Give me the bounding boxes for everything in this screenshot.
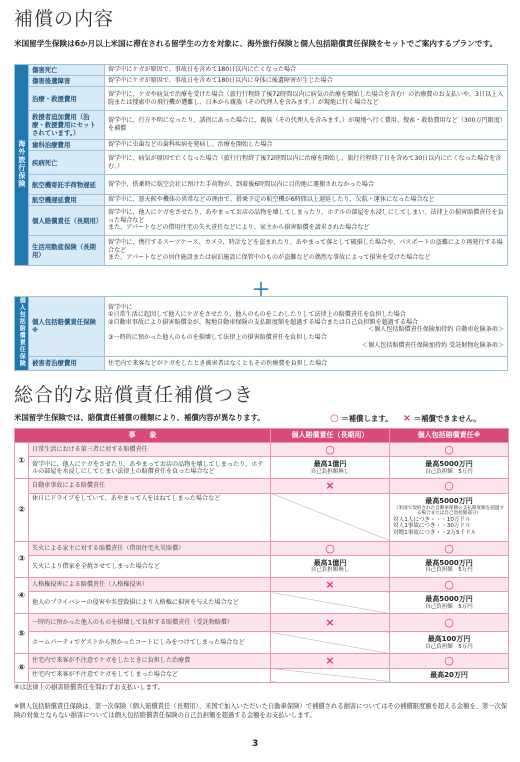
row-label: 生活用動産保険（長期用） [29, 236, 105, 266]
row-text: 留学中に、ケガや病気で治療を受けた場合（旅行行程終了後72時間以内に病気の治療を開始した場合を含む）の治療費のお支払いや、3日以上入院または捜索中の飛行機が遭難し、日本から親族（その代理人を含みます。）が現地に行く場合など [105, 87, 508, 111]
group-label-travel: 海外旅行保険 [15, 65, 29, 266]
row-text: 留学中に、病気が原因で亡くなった場合（旅行行程終了後72時間以内に治療を開始し、旅行行程終了日を含めて30日以内に亡くなった場合を含む。） [105, 151, 508, 175]
row-text: 留学中に、携行するスーツケース、カメラ、時計などを盗まれたり、あやまって落として破損した場合や、パスポートの盗難により再発行する場合など また、アパートなどの居住施設または宿泊施設に保管中のものが盗難などの偶然な事故によって損害を受けた場合など [105, 236, 508, 266]
section-title-liability: 総合的な賠償責任補償つき [14, 384, 255, 406]
event-detail: 休日にドライブをしていて、あやまって人をはねてしまった場合など [29, 493, 271, 541]
group-label-comprehensive: 個人包括賠償責任保険 [15, 297, 29, 371]
row-number: ② [15, 479, 29, 541]
not-applicable-cell [271, 493, 390, 541]
legend-covered: ＝補償します。 [341, 414, 393, 423]
footnote-comprehensive: ※個人包括賠償責任保険は、第一次保険（個人賠償責任（長期用）、米国で加入いただいた自動車保険）で補償される損害についてはその補償限度額を超える金額を、第一次保険の対象とならない損害については個人包括賠償責任保険の自己負担額を超過する金額をお支払いします。 [14, 703, 508, 719]
row-label: 疾病死亡 [29, 151, 105, 175]
event-detail: 留学中に、他人にケガをさせたり、あやまってお店の品物を壊してしまったり、ホテルの部屋を水浸しにしてしまい法律上の賠償責任を負った場合など [29, 457, 271, 479]
circle-icon: ○ [390, 654, 509, 668]
event-heading: 日常生活における第三者に対する賠償責任 [29, 443, 271, 457]
event-heading: 一時的に預かった他人のものを損壊して負担する賠償責任（受託物賠償） [29, 614, 271, 632]
text-line: 留学中に [108, 303, 133, 311]
row-number: ⑤ [15, 614, 29, 654]
row-text: 住宅内で来客などがケガをしたとき被害者はなくともその医療費を負担した場合 [105, 356, 508, 370]
row-label: 被害者治療費用 [29, 356, 105, 370]
limit-cell: 最高1億円 自己負担額無し [271, 457, 390, 479]
row-number: ④ [15, 577, 29, 613]
row-number: ① [15, 443, 29, 479]
row-label: 救援者追加費用（治療・救援費用にセットされています。） [29, 111, 105, 140]
not-applicable-cell [271, 632, 390, 654]
text-line: ①日常生活に起因して他人にケガをさせたり、他人のものをこわしたりして法律上の賠償責任を負担した場合 [108, 311, 406, 319]
header-comprehensive-liability: 個人包括賠償責任※ [390, 429, 509, 443]
row-label: 個人賠償責任（長期用） [29, 206, 105, 236]
plus-sign: ＋ [252, 280, 270, 301]
circle-icon: ○ [390, 541, 509, 555]
legend-not-covered: ＝補償できません。 [413, 414, 481, 423]
intro-text: 米国留学生保険は6か月以上米国に滞在される留学生の方を対象に、海外旅行保険と個人包括賠償責任保険をセットでご案内するプランです。 [14, 39, 498, 48]
cross-icon: × [271, 614, 390, 632]
circle-icon: ○ [390, 614, 509, 632]
row-label: 治療・救援費用 [29, 87, 105, 111]
header-event: 事 象 [15, 429, 271, 443]
text-line: ＜個人包括賠償責任保険加持約 受託財物危険条項＞ [361, 341, 504, 349]
event-detail: 他人のプライバシーの侵害や名誉毀損により人格権に損害を与えた場合など [29, 592, 271, 614]
liability-comparison-table [14, 428, 509, 683]
circle-icon: ○ [390, 479, 509, 493]
limit-cell: 最高5000万円 自己負担額 5万円 [390, 555, 509, 577]
event-detail: ホームパーティでゲストから預かったコートにしみをつけてしまった場合など [29, 632, 271, 654]
row-text: 留学中にケガが原因で、事故日を含めて180日以内に亡くなった場合 [105, 65, 508, 76]
text-line: ③一時的に預かった他人のものを損壊して法律上の損害賠償責任を負担した場合 [108, 334, 327, 342]
footnote-6: ⑥は法律上の損害賠償責任を問わずお支払いします。 [14, 684, 164, 691]
limit-cell: 最高5000万円 自己負担額 5万円 [390, 457, 509, 479]
row-label: 航空機寄託手荷物遅延 [29, 175, 105, 195]
cross-icon: × [271, 577, 390, 591]
event-heading: 自動車事故による賠償責任 [29, 479, 271, 493]
text-line: ＜個人包括賠償責任保険加持約 自動車危険条項＞ [368, 326, 504, 334]
row-text: 留学中にケガが原因で、事故日を含めて180日以内に身体に後遺障害が生じた場合 [105, 76, 508, 87]
row-label: 傷害死亡 [29, 65, 105, 76]
row-text: 留学中に虫歯などの歯科疾病を発病し、治療を開始した場合 [105, 140, 508, 151]
row-text: 留学中に、他人にケガをさせたり、あやまってお店の品物を壊してしまったり、ホテルの部屋を水浸しにしてしまい、法律上の損害賠償責任を負った場合など また、アパートなどの借用住宅の失火責任などにより、家主から損害賠償を請求された場合など [105, 206, 508, 236]
row-number: ⑥ [15, 654, 29, 682]
limit-cell: 最高5000万円 自己負担額 5万円 [390, 592, 509, 614]
not-applicable-cell [271, 592, 390, 614]
event-detail: 失火により借家を全焼させてしまった場合など [29, 555, 271, 577]
circle-icon: ○ [330, 413, 339, 424]
limit-cell: 最高1億円 自己負担額無し [271, 555, 390, 577]
event-heading: 失火による家主に対する賠償責任（借用住宅火災賠償） [29, 541, 271, 555]
row-label: 航空機遅延費用 [29, 195, 105, 206]
circle-icon: ○ [390, 443, 509, 457]
limit-cell: 最高20万円 [390, 668, 509, 682]
event-heading: 人格権侵害による賠償責任（人格権侵害） [29, 577, 271, 591]
page-number: 3 [252, 739, 259, 749]
row-label: 歯科治療費用 [29, 140, 105, 151]
header-personal-liability: 個人賠償責任（長期用） [271, 429, 390, 443]
text-line: ②自動車事故により損害賠償金が、現地自動車保険の支払限度額を超過する場合または自己負担額を超過する場合 [108, 318, 419, 326]
row-text: 留学中に、行方不明になったり、誘拐にあった場合に、親族（その代理人を含みます。）が現地へ行く費用、捜索・救助費用など（300万円限度）を補償 [105, 111, 508, 140]
circle-icon: ○ [271, 541, 390, 555]
row-text: 留学中、搭乗時に航空会社に預けた手荷物が、到着後6時間以内に目的地に運搬されなかった場合 [105, 175, 508, 195]
comprehensive-liability-table [14, 296, 508, 371]
section-title-coverage: 補償の内容 [14, 8, 115, 30]
limit-cell: 最高5000万円 （米国で契約された自動車保険の支払限度額を超過する場合または自己負担額部分） 対人1人につき・・・10万ドル 対人1事故につき・・30万ドル 対物1事故につき・・2万5千ドル [390, 493, 509, 541]
cross-icon: × [271, 654, 390, 668]
legend [330, 413, 481, 426]
not-applicable-cell [271, 668, 390, 682]
row-text [105, 297, 508, 357]
cross-icon: × [402, 413, 412, 424]
cross-icon: × [271, 479, 390, 493]
event-heading: 住宅内で来客が不注意でケガをしたときに負担した治療費 [29, 654, 271, 668]
coverage-table [14, 64, 508, 266]
row-label: 個人包括賠償責任保険※ [29, 297, 105, 357]
row-text: 留学中に、悪天候や機体の異常などの理由で、搭乗予定の航空機が6時間以上遅延したり、欠航・運休になった場合など [105, 195, 508, 206]
event-detail: 住宅内で来客が不注意でケガをしてしまった場合など [29, 668, 271, 682]
row-number: ③ [15, 541, 29, 577]
liability-intro: 米国留学生保険では、賠償責任補償の種類により、補償内容が異なります。 [14, 413, 265, 422]
row-label: 傷害後遺障害 [29, 76, 105, 87]
limit-cell: 最高100万円 自己負担額 5万円 [390, 632, 509, 654]
circle-icon: ○ [271, 443, 390, 457]
circle-icon: ○ [390, 577, 509, 591]
